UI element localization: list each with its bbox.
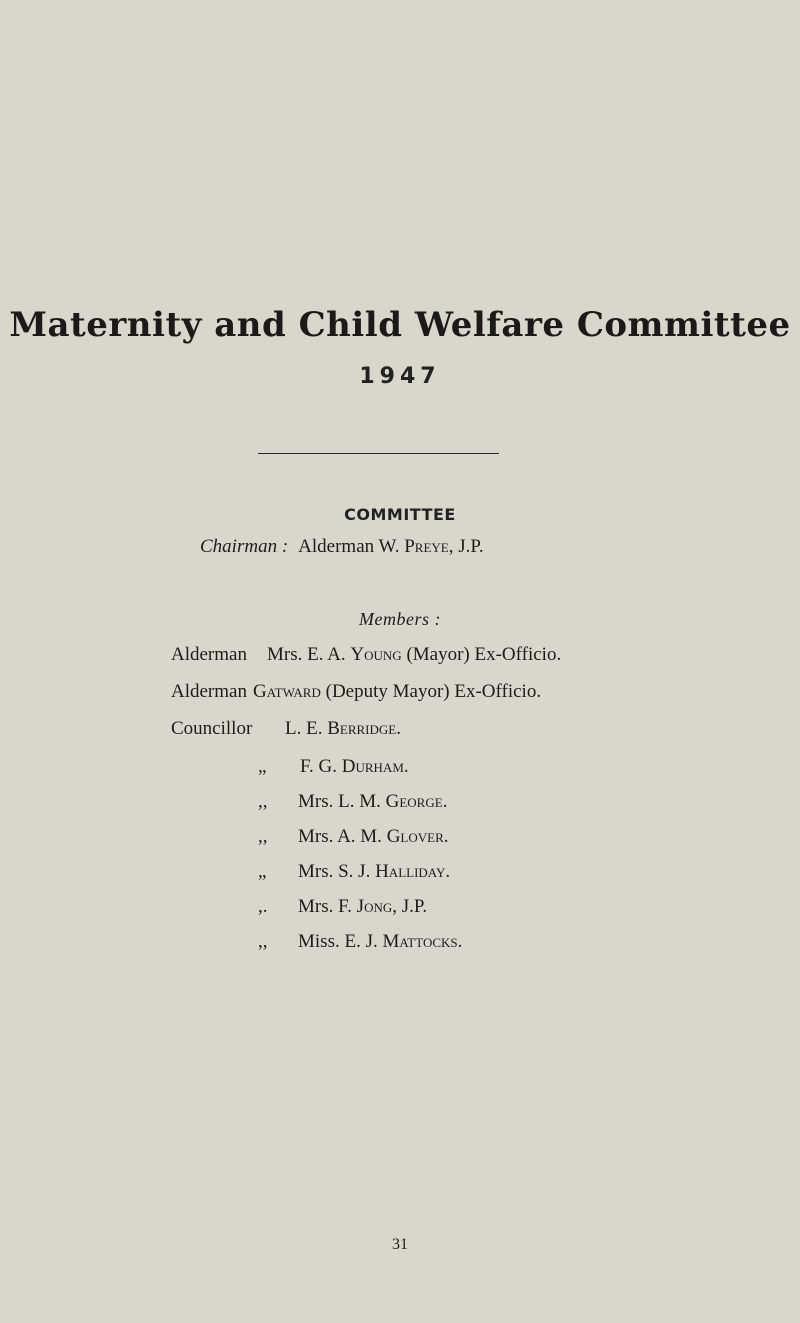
member-row	[258, 756, 409, 782]
member-row	[258, 791, 447, 817]
member-surname: Halliday	[375, 861, 446, 882]
member-title: „	[258, 756, 267, 777]
member-row	[258, 931, 462, 957]
member-title: ,,	[258, 826, 268, 847]
chairman-name	[298, 536, 483, 557]
chairman-surname: Preye	[404, 536, 449, 557]
member-title: Alderman	[171, 644, 247, 665]
member-suffix: .	[445, 861, 451, 882]
member-title: ,,	[258, 931, 268, 952]
member-row	[258, 896, 427, 922]
member-surname: George	[385, 791, 443, 812]
member-row	[171, 718, 401, 744]
member-surname: Gatward	[252, 681, 321, 702]
member-name-prefix: Miss. E. J.	[298, 931, 378, 952]
member-name-prefix: Mrs. L. M.	[298, 791, 381, 812]
chairman-name-prefix: Alderman W.	[298, 536, 400, 557]
member-surname: Durham	[341, 756, 404, 777]
member-row	[258, 826, 449, 852]
member-surname: Jong	[356, 896, 393, 917]
chairman-name-suffix: , J.P.	[448, 536, 484, 557]
member-name-prefix: Mrs. S. J.	[298, 861, 371, 882]
chairman-label: Chairman :	[200, 536, 289, 557]
committee-heading: COMMITTEE	[344, 505, 456, 524]
member-suffix: , J.P.	[392, 896, 428, 917]
member-row	[258, 861, 450, 887]
member-suffix: (Mayor) Ex-Officio.	[401, 644, 562, 665]
member-suffix: .	[442, 791, 448, 812]
member-name-prefix: Mrs. F.	[298, 896, 352, 917]
member-title: Councillor	[171, 718, 253, 739]
member-surname: Glover	[386, 826, 444, 847]
member-name-prefix: Mrs. A. M.	[298, 826, 382, 847]
member-title: Alderman	[171, 681, 247, 702]
member-suffix: (Deputy Mayor) Ex-Officio.	[320, 681, 542, 702]
member-surname: Mattocks	[382, 931, 458, 952]
member-suffix: .	[396, 718, 401, 739]
member-surname: Young	[350, 644, 402, 665]
member-title: ,,	[258, 791, 268, 812]
member-suffix: .	[457, 931, 463, 952]
member-title: „	[258, 861, 267, 882]
chairman-row	[200, 536, 484, 558]
horizontal-rule	[258, 453, 499, 454]
page-number: 31	[392, 1236, 408, 1253]
year-heading: 1947	[359, 364, 441, 389]
member-row	[171, 681, 541, 707]
member-name-prefix: L. E.	[285, 718, 323, 739]
member-name-prefix: Mrs. E. A.	[267, 644, 346, 665]
page-title: Maternity and Child Welfare Committee	[9, 305, 791, 345]
member-name-prefix: F. G.	[300, 756, 338, 777]
member-suffix: .	[403, 756, 409, 777]
member-surname: Berridge	[327, 718, 397, 739]
member-row	[171, 644, 561, 670]
member-suffix: .	[443, 826, 449, 847]
members-heading: Members :	[359, 609, 441, 629]
member-title: ,.	[258, 896, 268, 917]
